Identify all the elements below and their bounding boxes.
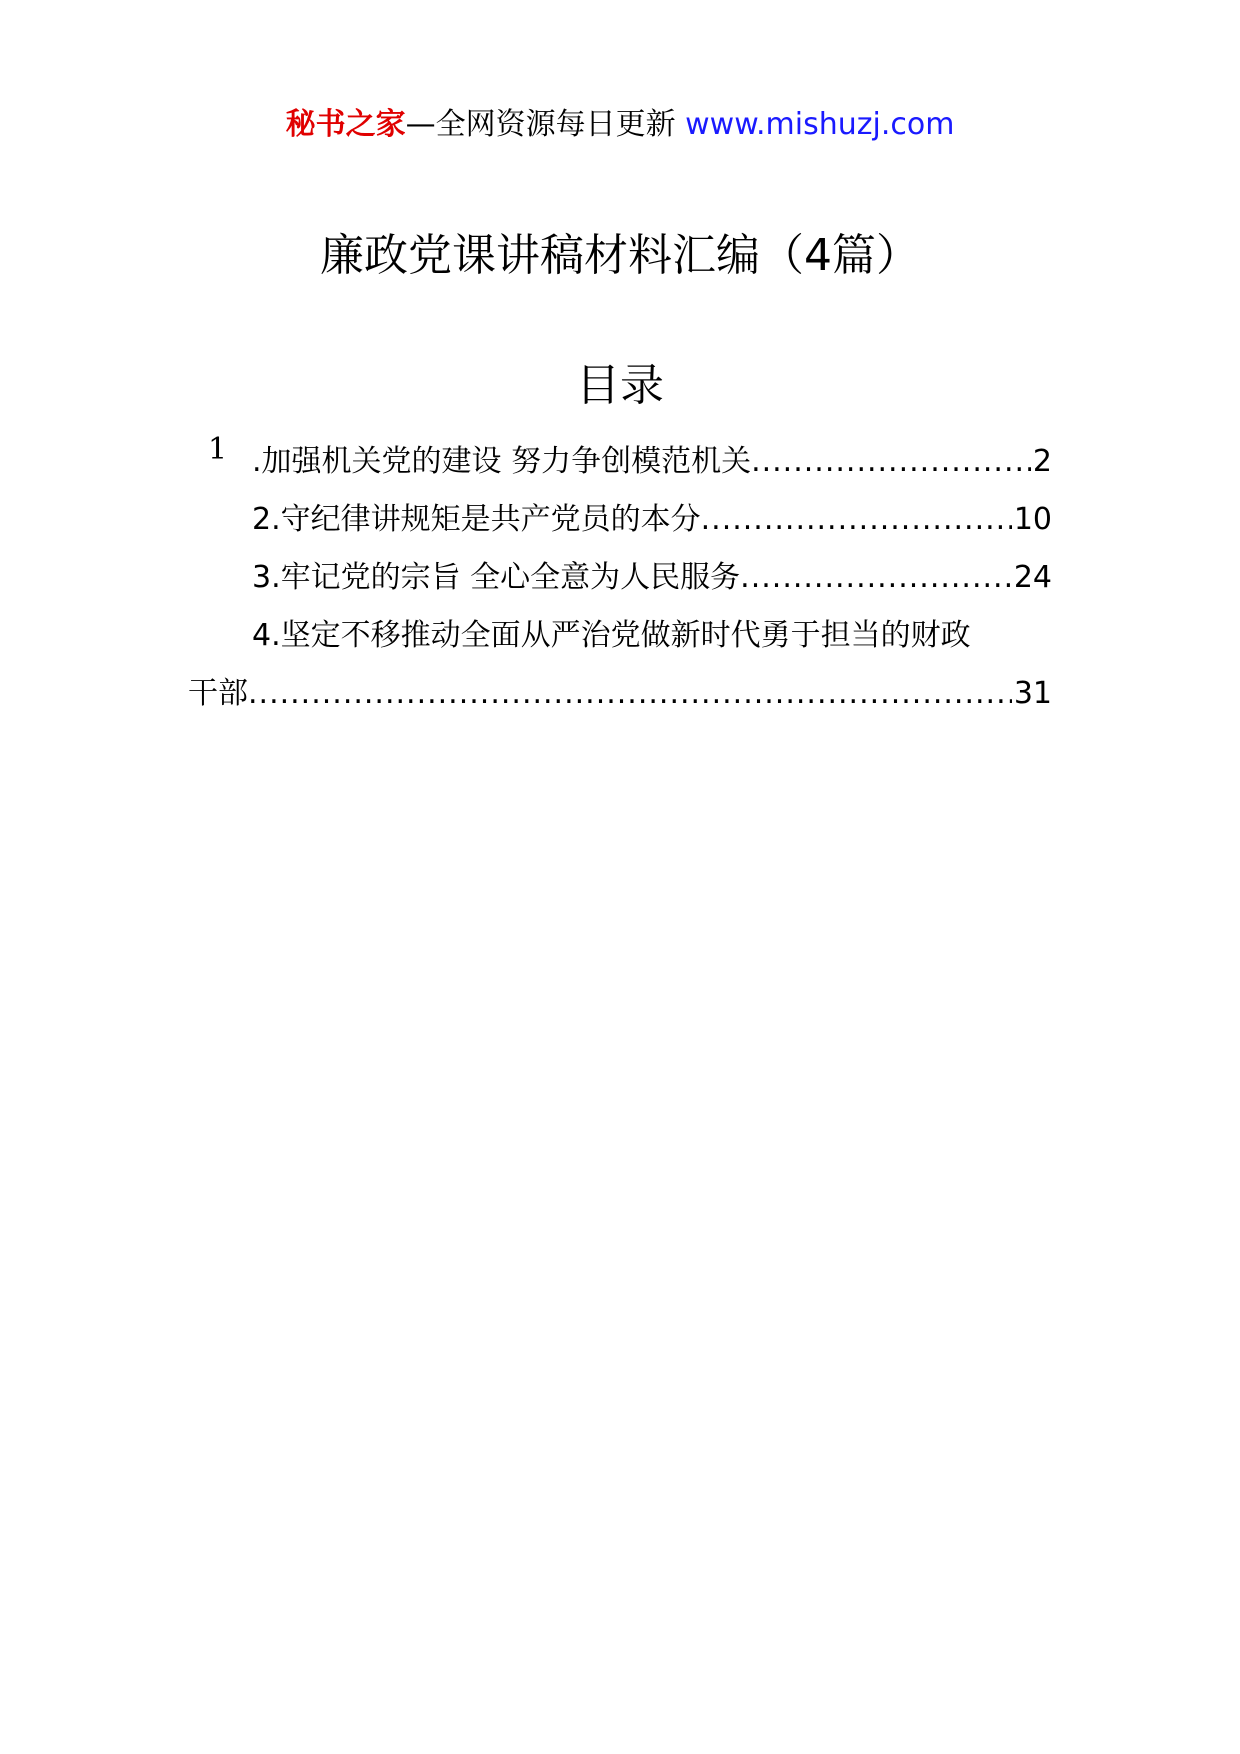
toc-leader-dots (248, 674, 1012, 714)
toc-entry-page: 2 (1032, 444, 1052, 479)
toc-entry-4-continued[interactable] (188, 674, 1052, 714)
document-title: 廉政党课讲稿材料汇编（4篇） (320, 230, 920, 281)
toc-entry-page: 10 (1013, 502, 1052, 537)
site-brand: 秘书之家 (285, 107, 406, 142)
toc-leader-dots (751, 442, 1031, 482)
toc-leader-dots (740, 558, 1012, 598)
toc-heading: 目录 (576, 360, 664, 411)
site-header (0, 104, 1240, 146)
toc-entry-title: 4.坚定不移推动全面从严治党做新时代勇于担当的财政 (252, 618, 971, 653)
toc-entry-title-continued: 干部 (188, 676, 248, 711)
toc-entry-title: 3.牢记党的宗旨 全心全意为人民服务 (252, 560, 741, 595)
toc-entry-page: 24 (1013, 560, 1052, 595)
toc-entry-2[interactable] (188, 500, 1052, 540)
toc-entry-title: .加强机关党的建设 努力争创模范机关 (252, 444, 752, 479)
site-tagline: —全网资源每日更新 (405, 107, 676, 142)
toc-entry-title: 2.守纪律讲规矩是共产党员的本分 (252, 502, 701, 537)
toc-entry-4[interactable] (188, 616, 1052, 656)
toc-entry-page: 31 (1013, 676, 1052, 711)
toc-stray-number: 1 (208, 432, 228, 467)
site-url-link[interactable]: www.mishuzj.com (685, 107, 955, 142)
toc-leader-dots (701, 500, 1012, 540)
toc-entry-1[interactable] (188, 442, 1052, 482)
toc-entry-3[interactable] (188, 558, 1052, 598)
